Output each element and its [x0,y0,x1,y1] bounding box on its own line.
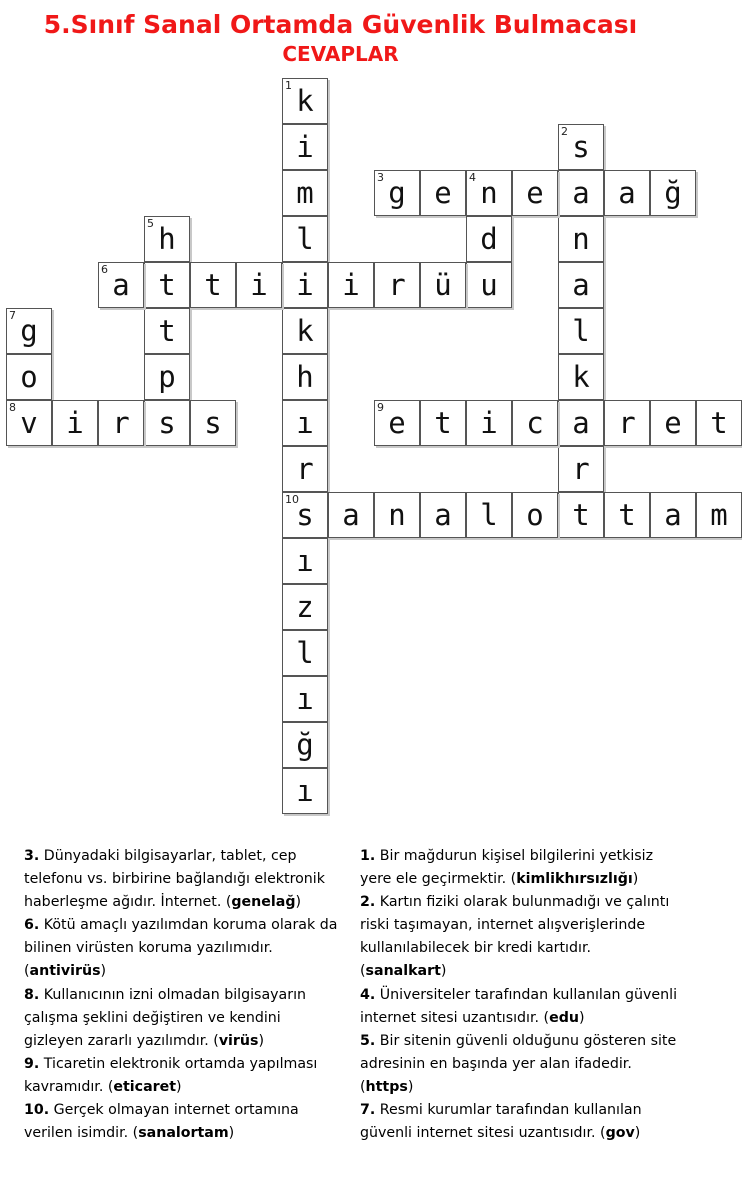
cell-letter: k [572,359,590,394]
grid-cell [6,354,52,400]
cell-letter: d [480,221,498,256]
grid-cell [282,262,328,308]
grid-cell [558,400,604,446]
clue-item-text: Ticaretin elektronik ortamda yapılması kavramıdır. ( [24,1055,318,1095]
grid-cell [420,400,466,446]
grid-cell [52,400,98,446]
grid-cell [374,400,420,446]
grid-cell [190,262,236,308]
grid-cell [558,492,604,538]
clue-item-answer: https [365,1078,408,1095]
cell-letter: i [250,267,268,302]
cell-letter: a [572,175,590,210]
clue-item-answer: virüs [218,1032,259,1049]
clue-item-answer: eticaret [113,1078,177,1095]
cell-letter: o [526,497,544,532]
grid-cell [282,538,328,584]
grid-cell [558,308,604,354]
grid-cell [282,124,328,170]
clue-number: 8 [9,401,16,414]
clue-number: 1 [285,79,292,92]
clue-number: 9 [377,401,384,414]
grid-cell [696,492,742,538]
clue-item-number: 10. [24,1102,50,1119]
clue-item-text: Kartın fiziki olarak bulunmadığı ve çalıntı riski taşımayan, internet alışverişlerinde kullanılabilecek bir kredi kartıdır. ( [360,894,670,980]
grid-cell [558,170,604,216]
grid-cell [282,676,328,722]
grid-cell [282,768,328,814]
grid-cell [558,446,604,492]
cell-letter: o [20,359,38,394]
grid-cell [374,170,420,216]
cell-letter: ı [296,543,314,578]
grid-cell [604,170,650,216]
cell-letter: l [296,635,314,670]
grid-cell [98,262,144,308]
clue-item-number: 2. [360,894,376,911]
cell-letter: ü [434,267,452,302]
cell-letter: t [572,497,590,532]
cell-letter: i [296,129,314,164]
cell-letter: a [434,497,452,532]
clue-number: 5 [147,217,154,230]
grid-cell [466,492,512,538]
cell-letter: l [296,221,314,256]
clue-item-answer: sanalkart [365,963,441,980]
grid-cell [374,492,420,538]
clue-item-answer: genelağ [231,894,296,911]
clue-item [24,914,342,983]
cell-letter: s [572,129,590,164]
clue-number: 6 [101,263,108,276]
grid-cell [328,262,374,308]
cell-letter: k [296,83,314,118]
clue-item-text: Gerçek olmayan internet ortamına verilen isimdir. ( [24,1102,299,1142]
grid-cell [282,446,328,492]
grid-cell [144,216,190,262]
cell-letter: u [480,267,498,302]
clue-item-number: 3. [24,848,40,864]
clue-number: 2 [561,125,568,138]
cell-letter: ı [296,681,314,716]
cell-letter: n [480,175,498,210]
clue-item-answer: gov [605,1125,635,1142]
clue-item [360,845,678,891]
grid-cell [650,492,696,538]
cell-letter: t [618,497,636,532]
clue-item-text: Resmi kurumlar tarafından kullanılan güvenli internet sitesi uzantısıdır. ( [360,1102,642,1142]
clue-item [360,1030,678,1099]
clue-item-number: 7. [360,1102,376,1119]
grid-cell [512,170,558,216]
cell-letter: r [572,451,590,486]
clue-item [360,984,678,1030]
cell-letter: t [204,267,222,302]
clue-item-close: ) [295,894,302,911]
grid-cell [144,262,190,308]
clues-down [360,845,678,1145]
grid-cell [282,400,328,446]
cell-letter: n [572,221,590,256]
cell-letter: i [342,267,360,302]
grid-cell [144,400,190,446]
grid-cell [6,308,52,354]
clue-item-text: Bir sitenin güvenli olduğunu gösteren site adresinin en başında yer alan ifadedir. ( [360,1032,677,1095]
grid-cell [650,400,696,446]
clue-item [360,1099,678,1145]
cell-letter: n [388,497,406,532]
grid-cell [190,400,236,446]
clue-item-answer: kimlikhırsızlığı [516,871,633,888]
grid-cell [466,400,512,446]
cell-letter: r [112,405,130,440]
cell-letter: z [296,589,314,624]
grid-cell [420,170,466,216]
grid-cell [282,354,328,400]
cell-letter: i [480,405,498,440]
clue-item-answer: sanalortam [138,1125,229,1142]
clues-across [24,845,342,1145]
grid-cell [604,492,650,538]
grid-cell [374,262,420,308]
cell-letter: t [158,313,176,348]
grid-cell [282,78,328,124]
cell-letter: g [20,313,38,348]
clue-item-text: Kötü amaçlı yazılımdan koruma olarak da bilinen virüsten koruma yazılımıdır. ( [24,917,338,980]
cell-letter: h [158,221,176,256]
grid-cell [512,492,558,538]
grid-cell [144,354,190,400]
cell-letter: e [664,405,682,440]
grid-cell [558,354,604,400]
clue-number: 7 [9,309,16,322]
grid-cell [282,216,328,262]
clue-item-number: 1. [360,848,376,864]
clue-item [24,1099,342,1145]
grid-cell [558,124,604,170]
cell-letter: c [526,405,544,440]
cell-letter: g [388,175,406,210]
clue-item [360,891,678,983]
cell-letter: t [158,267,176,302]
cell-letter: a [112,267,130,302]
grid-cell [650,170,696,216]
cell-letter: m [710,497,728,532]
grid-cell [466,262,512,308]
clue-item-close: ) [258,1032,265,1049]
clue-item [24,984,342,1053]
grid-cell [236,262,282,308]
clue-item-number: 6. [24,917,40,934]
clue-item-close: ) [440,963,447,980]
clue-item-text: Bir mağdurun kişisel bilgilerini yetkisiz yere ele geçirmektir. ( [360,848,654,888]
cell-letter: p [158,359,176,394]
grid-cell [282,170,328,216]
grid-cell [6,400,52,446]
cell-letter: i [66,405,84,440]
cell-letter: l [572,313,590,348]
grid-cell [282,492,328,538]
cell-letter: a [618,175,636,210]
clue-item-number: 9. [24,1055,40,1072]
cell-letter: t [710,405,728,440]
cell-letter: a [664,497,682,532]
clue-number: 10 [285,493,299,506]
cell-letter: s [158,405,176,440]
cell-letter: e [388,405,406,440]
page-subtitle: CEVAPLAR [282,42,399,66]
grid-cell [512,400,558,446]
grid-cell [696,400,742,446]
clue-item-close: ) [578,1009,585,1026]
clue-number: 4 [469,171,476,184]
clue-number: 3 [377,171,384,184]
grid-cell [282,584,328,630]
cell-letter: m [296,175,314,210]
cell-letter: l [480,497,498,532]
clue-item-answer: edu [549,1009,579,1026]
clue-item-number: 8. [24,986,40,1003]
cell-letter: s [296,497,314,532]
grid-cell [282,630,328,676]
grid-cell [558,262,604,308]
cell-letter: v [20,405,38,440]
cell-letter: s [204,405,222,440]
grid-cell [98,400,144,446]
clue-item-close: ) [100,963,107,980]
clue-item-close: ) [634,1125,641,1142]
cell-letter: r [618,405,636,440]
grid-cell [466,170,512,216]
grid-cell [144,308,190,354]
cell-letter: r [388,267,406,302]
cell-letter: ğ [664,175,682,210]
clue-item [24,845,342,914]
clue-item-number: 4. [360,986,376,1003]
clue-item-close: ) [176,1078,182,1095]
clue-item [24,1053,342,1099]
cell-letter: a [342,497,360,532]
grid-cell [604,400,650,446]
grid-cell [466,216,512,262]
cell-letter: h [296,359,314,394]
clue-item-close: ) [632,871,639,888]
cell-letter: a [572,267,590,302]
cell-letter: e [526,175,544,210]
grid-cell [282,722,328,768]
grid-cell [328,492,374,538]
grid-cell [420,262,466,308]
cell-letter: ğ [296,727,314,762]
grid-cell [420,492,466,538]
cell-letter: e [434,175,452,210]
cell-letter: ı [296,405,314,440]
cell-letter: a [572,405,590,440]
cell-letter: r [296,451,314,486]
clue-item-close: ) [228,1125,235,1142]
clue-item-number: 5. [360,1032,376,1049]
grid-cell [558,216,604,262]
cell-letter: ı [296,773,314,808]
clue-item-text: Dünyadaki bilgisayarlar, tablet, cep telefonu vs. birbirine bağlandığı elektronik haberleşme ağıdır. İnternet. ( [24,848,325,911]
cell-letter: k [296,313,314,348]
cell-letter: i [296,267,314,302]
clue-item-text: Kullanıcının izni olmadan bilgisayarın çalışma şeklini değiştiren ve kendini gizleyen zararlı yazılımdır. ( [24,986,307,1049]
clue-item-close: ) [407,1078,414,1095]
grid-cell [282,308,328,354]
cell-letter: t [434,405,452,440]
clue-item-answer: antivirüs [29,963,101,980]
page-title: 5.Sınıf Sanal Ortamda Güvenlik Bulmacası [43,10,638,39]
clue-item-text: Üniversiteler tarafından kullanılan güvenli internet sitesi uzantısıdır. ( [360,986,678,1026]
